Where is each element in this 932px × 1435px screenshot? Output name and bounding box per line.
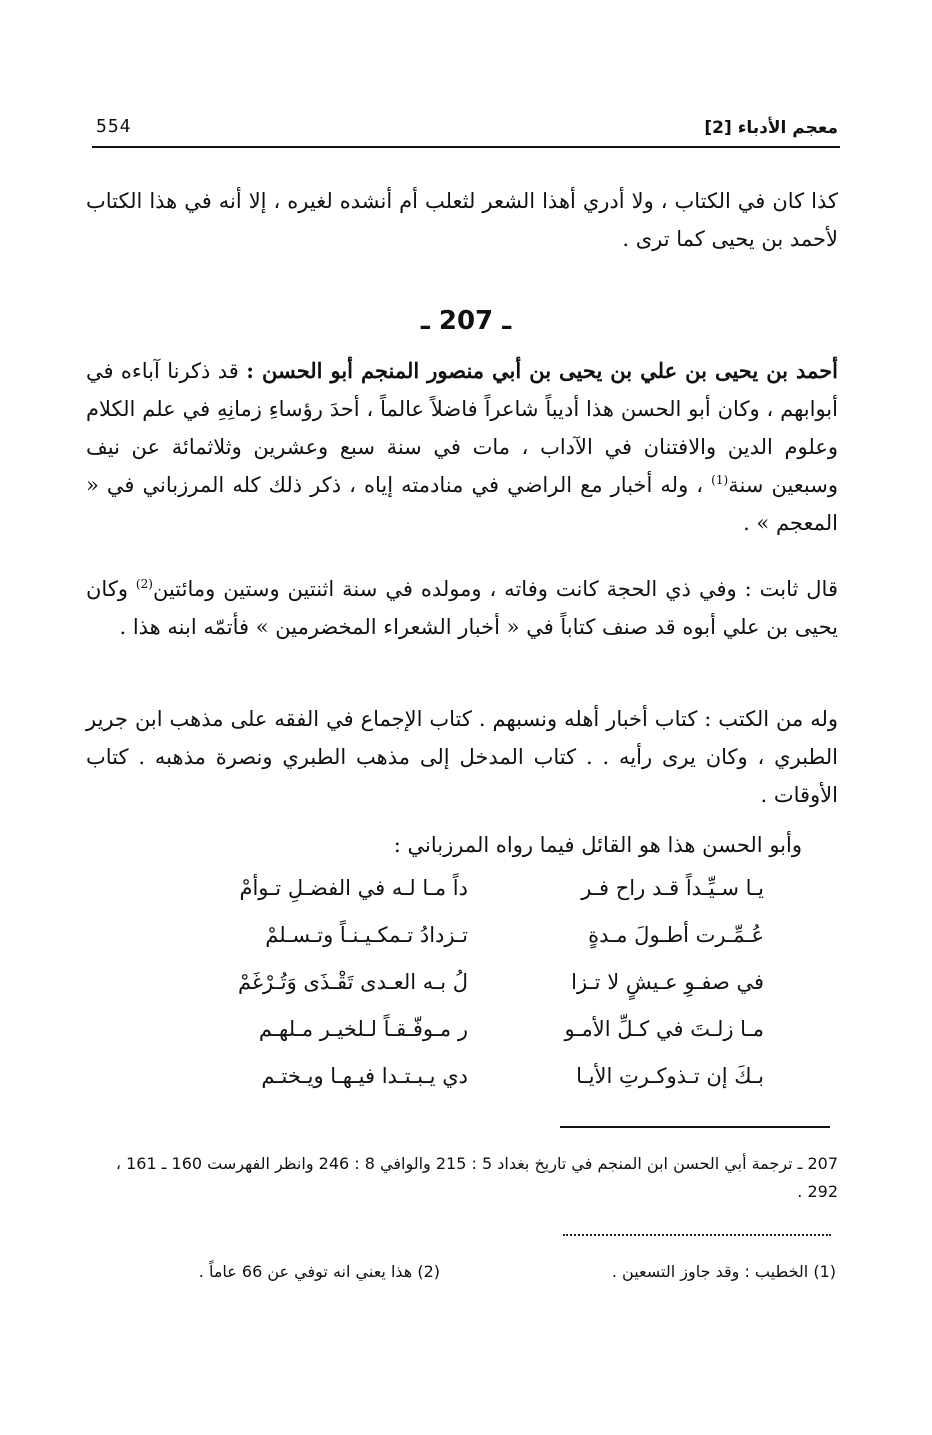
intro-paragraph: كذا كان في الكتاب ، ولا أدري أهذا الشعر لثعلب أم أنشده لغيره ، إلا أنه في هذا الكتاب لأحمد بن يحيى كما ترى .: [86, 189, 838, 251]
poem-verse-1-left: داً مـا لـه في الفضـلِ تـوأمْ: [239, 876, 468, 900]
thabit-paragraph: [86, 570, 838, 646]
poem-verse-3-right: في صفـوِ عـيشٍ لا تـزا: [571, 970, 764, 994]
poem-verse-5-right: بـكَ إن تـذوكـرتِ الأيـا: [576, 1064, 764, 1088]
header-divider: [92, 146, 840, 148]
footnote-main: 207 ـ ترجمة أبي الحسن ابن المنجم في تاريخ بغداد 5 : 215 والوافي 8 : 246 وانظر الفهرست 160 ـ 161 ، 292 .: [115, 1154, 838, 1201]
poem-verse-4-right: مـا زلـتَ في كـلِّ الأمـو: [564, 1017, 764, 1041]
poem-intro: وأبو الحسن هذا هو القائل فيما رواه المرزباني :: [393, 833, 802, 857]
entry-lead-name: أحمد بن يحيى بن علي بن يحيى بن أبي منصور المنجم أبو الحسن :: [246, 358, 839, 383]
thabit-text: قال ثابت : وفي ذي الحجة كانت وفاته ، ومولده في سنة اثنتين وستين ومائتين: [152, 577, 838, 601]
poem-verse-2-right: عُـمِّـرت أطـولَ مـدةٍ: [588, 923, 764, 947]
poem-verse-5-left: دي يـبـتـدا فيـهـا ويـختـم: [261, 1064, 468, 1088]
books-paragraph: وله من الكتب : كتاب أخبار أهله ونسبهم . كتاب الإجماع في الفقه على مذهب ابن جرير الطبري ، وكان يرى رأيه . . كتاب المدخل إلى مذهب الطبري ونصرة مذهبه . كتاب الأوقات .: [86, 707, 838, 807]
note-1: (1) الخطيب : وقد جاوز التسعين .: [611, 1262, 836, 1281]
thabit-text-end: وكان يحيى بن علي أبوه قد صنف كتاباً في « أخبار الشعراء المخضرمين » فأتمّه ابنه هذا .: [86, 577, 838, 639]
book-title: معجم الأدباء [2]: [704, 118, 838, 138]
footnote-ref-1: (1): [711, 473, 729, 487]
footnote-ref-2: (2): [135, 577, 153, 591]
notes-dotted-divider: [563, 1234, 831, 1236]
entry-biography: [86, 352, 838, 542]
poem-verse-1-right: يـا سـيِّـداً قـد راح فـر: [581, 876, 764, 900]
bio-text-end: ، وله أخبار مع الراضي في منادمته إياه ، ذكر ذلك كله المرزباني في « المعجم » .: [86, 473, 838, 535]
bio-text: قد ذكرنا آباءه في أبوابهم ، وكان أبو الحسن هذا أديباً شاعراً فاضلاً عالماً ، أحدَ رؤساءِ زمانِهِ في علم الكلام وعلوم الدين والافتنان في الآداب ، مات في سنة سبع وعشرين وثلاثمائة عن نيف وسبعين سنة: [86, 359, 838, 497]
entry-number: ـ 207 ـ: [420, 306, 512, 336]
footnote-divider: [560, 1126, 830, 1128]
poem-verse-4-left: ر مـوفّـقـاً لـلخيـر مـلهـم: [258, 1017, 468, 1041]
poem-verse-2-left: تـزدادُ تـمكـيـنـاً وتـسـلمْ: [265, 923, 468, 947]
page-number: 554: [96, 116, 132, 137]
poem-verse-3-left: لُ بـه العـدى تَقْـذَى وَتُـرْغَمْ: [238, 970, 468, 994]
note-2: (2) هذا يعني انه توفي عن 66 عاماً .: [198, 1262, 440, 1281]
